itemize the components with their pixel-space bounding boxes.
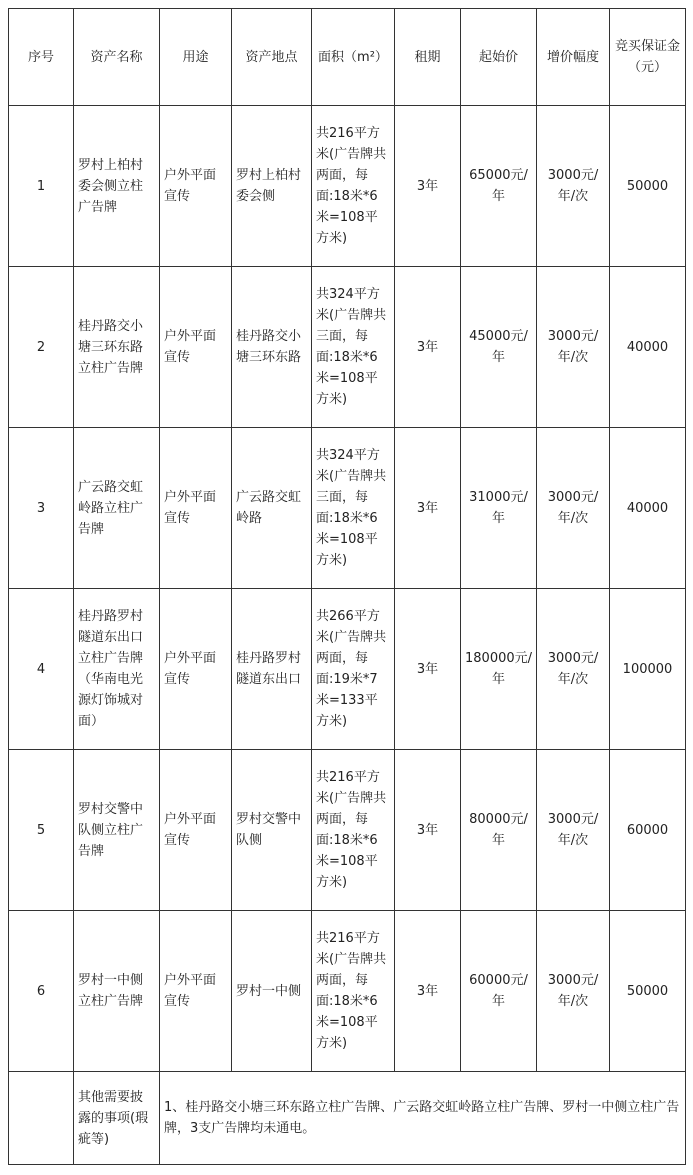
row-index: 2 (9, 267, 74, 428)
table-row (9, 106, 686, 267)
header-start-price: 起始价 (461, 9, 537, 106)
row-deposit: 40000 (610, 267, 686, 428)
row-start-price: 80000元/年 (461, 750, 537, 911)
row-name: 罗村一中侧立柱广告牌 (74, 911, 160, 1072)
row-increment: 3000元/年/次 (537, 267, 610, 428)
table-row (9, 911, 686, 1072)
row-start-price: 31000元/年 (461, 428, 537, 589)
row-index: 5 (9, 750, 74, 911)
row-deposit: 50000 (610, 911, 686, 1072)
row-location: 罗村上柏村委会侧 (232, 106, 312, 267)
row-increment: 3000元/年/次 (537, 750, 610, 911)
row-location: 桂丹路交小塘三环东路 (232, 267, 312, 428)
row-name: 罗村上柏村委会侧立柱广告牌 (74, 106, 160, 267)
row-deposit: 100000 (610, 589, 686, 750)
row-name: 广云路交虹岭路立柱广告牌 (74, 428, 160, 589)
row-area: 共266平方米(广告牌共两面，每面:19米*7米=133平方米) (312, 589, 395, 750)
row-location: 罗村一中侧 (232, 911, 312, 1072)
row-area: 共324平方米(广告牌共三面，每面:18米*6米=108平方米) (312, 428, 395, 589)
row-location: 广云路交虹岭路 (232, 428, 312, 589)
header-term: 租期 (395, 9, 461, 106)
row-area: 共324平方米(广告牌共三面，每面:18米*6米=108平方米) (312, 267, 395, 428)
row-usage: 户外平面宣传 (160, 589, 232, 750)
row-increment: 3000元/年/次 (537, 106, 610, 267)
row-start-price: 45000元/年 (461, 267, 537, 428)
row-increment: 3000元/年/次 (537, 428, 610, 589)
row-usage: 户外平面宣传 (160, 428, 232, 589)
row-term: 3年 (395, 267, 461, 428)
row-location: 桂丹路罗村隧道东出口 (232, 589, 312, 750)
row-start-price: 60000元/年 (461, 911, 537, 1072)
header-increment: 增价幅度 (537, 9, 610, 106)
note-label: 其他需要披露的事项(瑕疵等) (74, 1072, 160, 1165)
row-term: 3年 (395, 428, 461, 589)
row-start-price: 180000元/年 (461, 589, 537, 750)
note-empty-cell (9, 1072, 74, 1165)
row-increment: 3000元/年/次 (537, 589, 610, 750)
row-deposit: 40000 (610, 428, 686, 589)
row-name: 罗村交警中队侧立柱广告牌 (74, 750, 160, 911)
header-name: 资产名称 (74, 9, 160, 106)
row-area: 共216平方米(广告牌共两面，每面:18米*6米=108平方米) (312, 106, 395, 267)
row-usage: 户外平面宣传 (160, 267, 232, 428)
table-row (9, 428, 686, 589)
note-text: 1、桂丹路交小塘三环东路立柱广告牌、广云路交虹岭路立柱广告牌、罗村一中侧立柱广告牌，3支广告牌均未通电。 (160, 1072, 686, 1165)
row-name: 桂丹路罗村隧道东出口立柱广告牌（华南电光源灯饰城对面） (74, 589, 160, 750)
row-usage: 户外平面宣传 (160, 750, 232, 911)
row-index: 6 (9, 911, 74, 1072)
asset-table (8, 8, 686, 1165)
row-index: 4 (9, 589, 74, 750)
note-row (9, 1072, 686, 1165)
table-row (9, 750, 686, 911)
row-term: 3年 (395, 911, 461, 1072)
row-term: 3年 (395, 589, 461, 750)
row-term: 3年 (395, 750, 461, 911)
row-index: 1 (9, 106, 74, 267)
row-usage: 户外平面宣传 (160, 911, 232, 1072)
row-start-price: 65000元/年 (461, 106, 537, 267)
row-area: 共216平方米(广告牌共两面，每面:18米*6米=108平方米) (312, 750, 395, 911)
row-location: 罗村交警中队侧 (232, 750, 312, 911)
row-term: 3年 (395, 106, 461, 267)
row-increment: 3000元/年/次 (537, 911, 610, 1072)
row-name: 桂丹路交小塘三环东路立柱广告牌 (74, 267, 160, 428)
header-usage: 用途 (160, 9, 232, 106)
row-deposit: 50000 (610, 106, 686, 267)
header-index: 序号 (9, 9, 74, 106)
header-area: 面积（m²） (312, 9, 395, 106)
row-index: 3 (9, 428, 74, 589)
row-area: 共216平方米(广告牌共两面，每面:18米*6米=108平方米) (312, 911, 395, 1072)
table-row (9, 589, 686, 750)
header-row (9, 9, 686, 106)
row-usage: 户外平面宣传 (160, 106, 232, 267)
header-deposit: 竞买保证金（元） (610, 9, 686, 106)
header-location: 资产地点 (232, 9, 312, 106)
row-deposit: 60000 (610, 750, 686, 911)
table-row (9, 267, 686, 428)
